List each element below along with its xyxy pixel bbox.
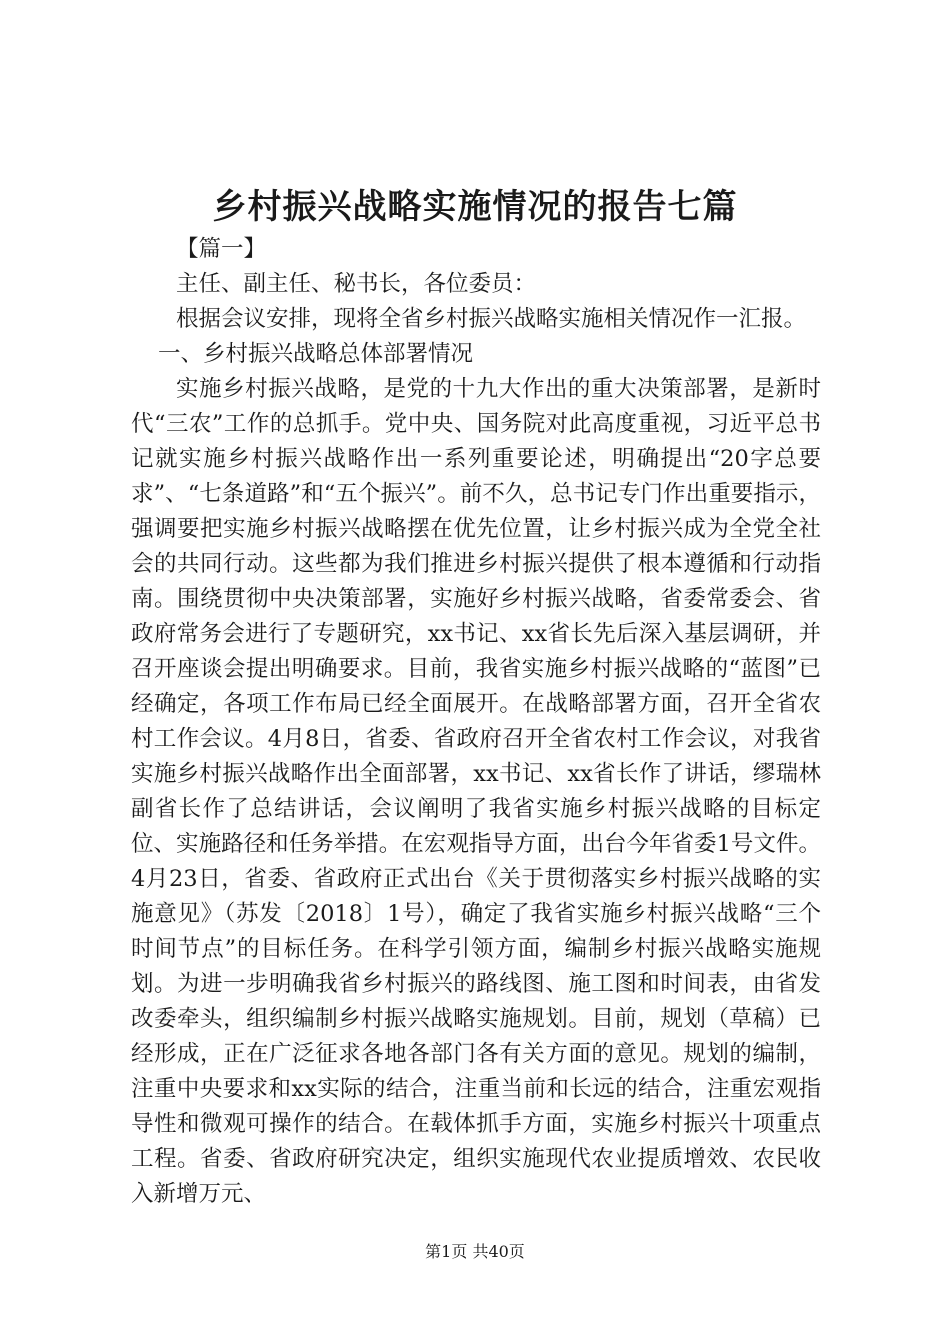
paragraph-main: 实施乡村振兴战略，是党的十九大作出的重大决策部署，是新时代“三农”工作的总抓手。党中央、国务院对此高度重视，习近平总书记就实施乡村振兴战略作出一系列重要论述，明确提出“20字总要求”、“七条道路”和“五个振兴”。前不久，总书记专门作出重要指示，强调要把实施乡村振兴战略摆在优先位置，让乡村振兴成为全党全社会的共同行动。这些都为我们推进乡村振兴提供了根本遵循和行动指南。围绕贯彻中央决策部署，实施好乡村振兴战略，省委常委会、省政府常务会进行了专题研究，xx书记、xx省长先后深入基层调研，并召开座谈会提出明确要求。目前，我省实施乡村振兴战略的“蓝图”已经确定，各项工作布局已经全面展开。在战略部署方面，召开全省农村工作会议。4月8日，省委、省政府召开全省农村工作会议，对我省实施乡村振兴战略作出全面部署，xx书记、xx省长作了讲话，缪瑞林副省长作了总结讲话，会议阐明了我省实施乡村振兴战略的目标定位、实施路径和任务举措。在宏观指导方面，出台今年省委1号文件。4月23日，省委、省政府正式出台《关于贯彻落实乡村振兴战略的实施意见》（苏发〔2018〕1号），确定了我省实施乡村振兴战略“三个时间节点”的目标任务。在科学引领方面，编制乡村振兴战略实施规划。为进一步明确我省乡村振兴的路线图、施工图和时间表，由省发改委牵头，组织编制乡村振兴战略实施规划。目前，规划（草稿）已经形成，正在广泛征求各地各部门各有关方面的意见。规划的编制，注重中央要求和xx实际的结合，注重当前和长远的结合，注重宏观指导性和微观可操作的结合。在载体抓手方面，实施乡村振兴十项重点工程。省委、省政府研究决定，组织实施现代农业提质增效、农民收入新增万元、 (131, 376, 821, 1207)
paragraph-intro: 根据会议安排，现将全省乡村振兴战略实施相关情况作一汇报。 (176, 306, 807, 332)
page-footer: 第1页 共40页 (425, 1242, 525, 1261)
section-label: 【篇一】 (176, 236, 267, 262)
section-heading: 一、乡村振兴战略总体部署情况 (158, 341, 474, 367)
document-body (131, 232, 821, 1212)
document-title: 乡村振兴战略实施情况的报告七篇 (212, 187, 738, 227)
salutation: 主任、副主任、秘书长，各位委员： (176, 271, 537, 297)
